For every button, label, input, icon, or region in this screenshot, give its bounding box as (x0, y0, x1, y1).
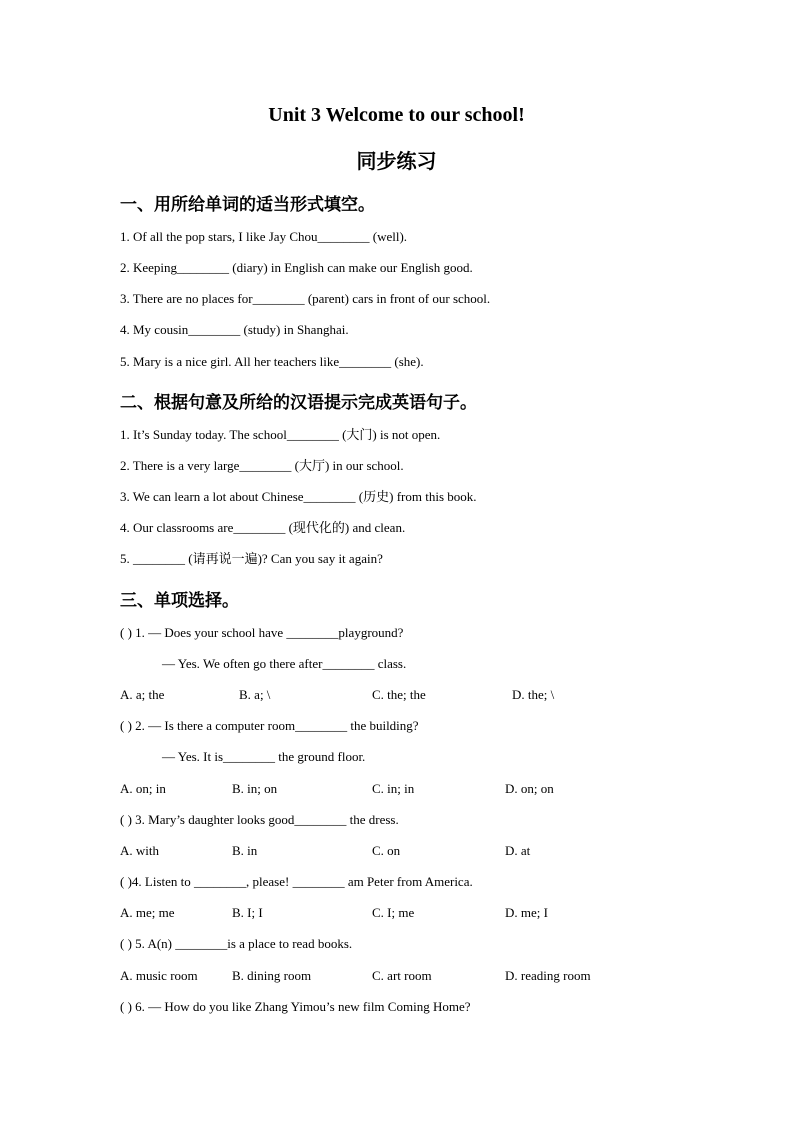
question-1-option-d: D. the; \ (512, 687, 555, 702)
question-2-option-c: C. in; in (372, 781, 415, 796)
question-5-option-d: D. reading room (505, 968, 591, 983)
section-1-item-1: 1. Of all the pop stars, I like Jay Chou________ (well). (120, 229, 408, 244)
question-3-option-d: D. at (505, 843, 531, 858)
question-1-option-b: B. a; \ (239, 687, 271, 702)
question-4-option-c: C. I; me (372, 905, 415, 920)
question-3-stem: ( ) 3. Mary’s daughter looks good________ the dress. (120, 812, 399, 827)
question-3-option-c: C. on (372, 843, 401, 858)
question-1-stem: ( ) 1. — Does your school have ________playground? (120, 625, 404, 640)
section-2-item-1: 1. It’s Sunday today. The school________ (大门) is not open. (120, 427, 441, 442)
question-5-option-b: B. dining room (232, 968, 312, 983)
section-2-item-4: 4. Our classrooms are________ (现代化的) and clean. (120, 520, 406, 535)
page-subtitle: 同步练习 (356, 149, 437, 173)
question-5-option-c: C. art room (372, 968, 432, 983)
section-2-item-5: 5. ________ (请再说一遍)? Can you say it again? (120, 551, 383, 566)
question-2-stem-reply: — Yes. It is________ the ground floor. (162, 749, 366, 764)
question-5-stem: ( ) 5. A(n) ________is a place to read books. (120, 936, 353, 951)
question-5-option-a: A. music room (120, 968, 198, 983)
question-3-option-a: A. with (120, 843, 159, 858)
question-2-option-a: A. on; in (120, 781, 166, 796)
question-2-option-b: B. in; on (232, 781, 278, 796)
question-6-stem: ( ) 6. — How do you like Zhang Yimou’s new film Coming Home? (120, 999, 471, 1014)
question-1-option-a: A. a; the (120, 687, 165, 702)
question-2-stem: ( ) 2. — Is there a computer room________ the building? (120, 718, 419, 733)
section-2-item-3: 3. We can learn a lot about Chinese________ (历史) from this book. (120, 489, 477, 504)
section-2-heading: 二、根据句意及所给的汉语提示完成英语句子。 (120, 393, 477, 413)
section-3-heading: 三、单项选择。 (120, 591, 239, 611)
section-1-item-3: 3. There are no places for________ (parent) cars in front of our school. (120, 291, 491, 306)
question-4-option-a: A. me; me (120, 905, 175, 920)
question-1-stem-reply: — Yes. We often go there after________ class. (162, 656, 407, 671)
section-2-item-2: 2. There is a very large________ (大厅) in our school. (120, 458, 404, 473)
question-4-stem: ( )4. Listen to ________, please! ________ am Peter from America. (120, 874, 473, 889)
page-title: Unit 3 Welcome to our school! (268, 104, 525, 126)
question-3-option-b: B. in (232, 843, 258, 858)
section-1-item-5: 5. Mary is a nice girl. All her teachers like________ (she). (120, 354, 424, 369)
section-1-heading: 一、用所给单词的适当形式填空。 (120, 195, 375, 215)
question-1-option-c: C. the; the (372, 687, 426, 702)
question-2-option-d: D. on; on (505, 781, 554, 796)
section-1-item-2: 2. Keeping________ (diary) in English can make our English good. (120, 260, 473, 275)
question-4-option-b: B. I; I (232, 905, 263, 920)
section-1-item-4: 4. My cousin________ (study) in Shanghai. (120, 322, 349, 337)
question-4-option-d: D. me; I (505, 905, 548, 920)
